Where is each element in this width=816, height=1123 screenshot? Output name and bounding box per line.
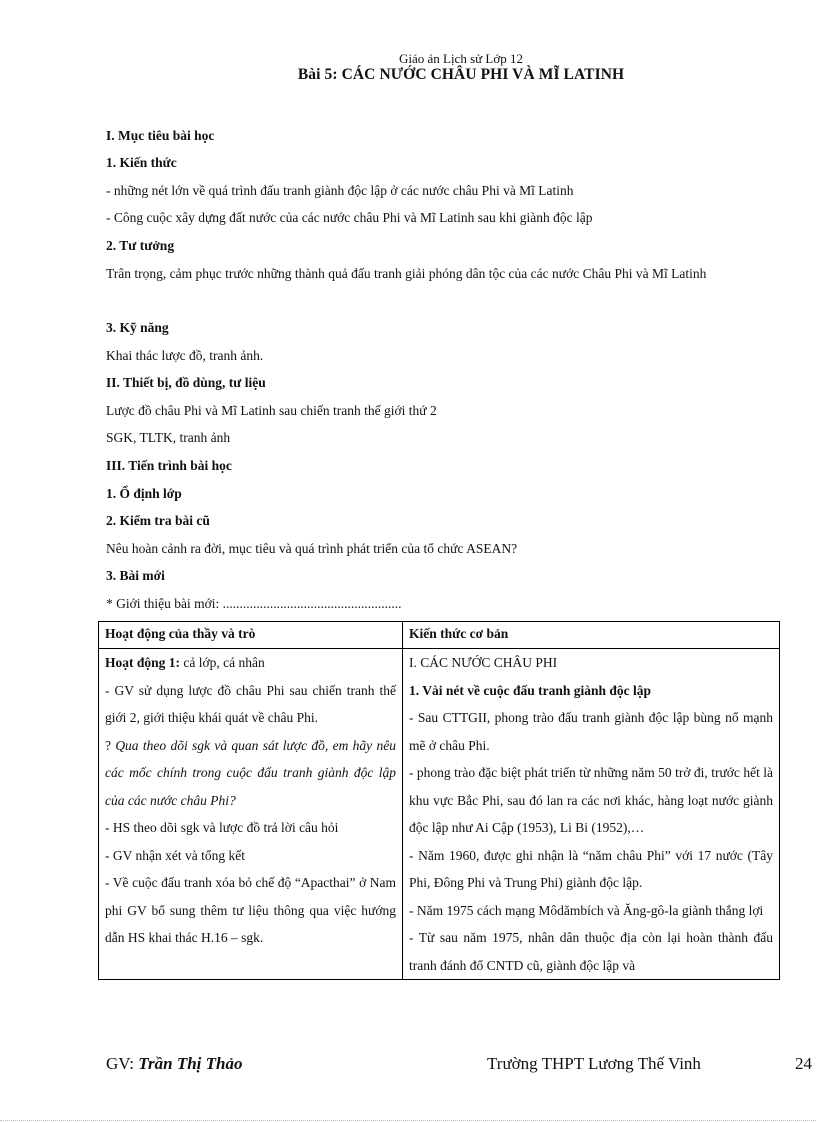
cell-paragraph: - Năm 1975 cách mạng Môdămbích và Ăng-gô-la giành thắng lợi: [409, 902, 764, 918]
table-header-cell: Hoạt động của thầy và trò: [99, 622, 403, 649]
cell-paragraph: - phong trào đặc biệt phát triển từ những năm 50 trở đi, trước hết là khu vực Bắc Phi, sau đó lan ra các nơi khác, hàng loạt nước giành độc lập như Ai Cập (1953), Li Bi (1952),…: [409, 765, 773, 835]
activity-label: Hoạt động 1:: [105, 655, 181, 670]
page-number: 24: [795, 1054, 812, 1073]
subsection-heading: 2. Kiểm tra bài cũ: [106, 513, 210, 528]
paragraph: Nêu hoàn cảnh ra đời, mục tiêu và quá trình phát triển của tổ chức ASEAN?: [106, 541, 518, 556]
subsection-heading: 1. Kiến thức: [106, 155, 177, 170]
footer-teacher: [106, 1054, 243, 1074]
question-text: Qua theo dõi sgk và quan sát lược đồ, em hãy nêu các mốc chính trong cuộc đấu tranh giành độc lập của các nước châu Phi?: [105, 737, 396, 808]
cell-heading: I. CÁC NƯỚC CHÂU PHI: [409, 655, 558, 670]
paragraph: - Công cuộc xây dựng đất nước của các nước châu Phi và Mĩ Latinh sau khi giành độc lập: [106, 210, 593, 225]
question-paragraph: [105, 732, 396, 815]
cell-subheading: 1. Vài nét về cuộc đấu tranh giành độc lập: [409, 682, 652, 698]
basic-knowledge-cell: [403, 649, 780, 980]
teacher-student-activity-cell: [99, 649, 403, 980]
document-subtitle: Giáo án Lịch sử Lớp 12: [398, 51, 524, 66]
subsection-heading: 1. Ổ định lớp: [106, 486, 182, 501]
section-heading: III. Tiến trình bài học: [106, 458, 232, 473]
cell-paragraph: - Năm 1960, được ghi nhận là “năm châu Phi” với 17 nước (Tây Phi, Đông Phi và Trung Phi) giành độc lập.: [409, 847, 773, 890]
paragraph: Khai thác lược đồ, tranh ảnh.: [106, 348, 264, 363]
paragraph: Lược đồ châu Phi và Mĩ Latinh sau chiến tranh thế giới thứ 2: [106, 403, 437, 418]
cell-paragraph: - GV nhận xét và tổng kết: [105, 847, 245, 863]
subsection-heading: 3. Kỹ năng: [106, 320, 169, 335]
cell-paragraph: - GV sử dụng lược đồ châu Phi sau chiến tranh thế giới 2, giới thiệu khái quát về châu Phi.: [105, 682, 396, 725]
activity-type: cả lớp, cá nhân: [180, 655, 265, 670]
footer-school: Trường THPT Lương Thế Vinh: [487, 1054, 701, 1073]
footer-teacher-label: GV:: [106, 1054, 139, 1073]
cell-paragraph: - Về cuộc đấu tranh xóa bỏ chế độ “Apacthai” ở Nam phi GV bổ sung thêm tư liệu thông qua việc hướng dẫn HS khai thác H.16 – sgk.: [105, 875, 396, 945]
section-heading: II. Thiết bị, đồ dùng, tư liệu: [106, 375, 266, 390]
document-title: Bài 5: CÁC NƯỚC CHÂU PHI VÀ MĨ LATINH: [297, 66, 625, 83]
table-row: [99, 649, 780, 980]
paragraph: Trân trọng, cảm phục trước những thành quả đấu tranh giải phóng dân tộc của các nước Châu Phi và Mĩ Latinh: [106, 266, 707, 281]
table-header-row: [99, 622, 780, 649]
cell-paragraph: - HS theo dõi sgk và lược đồ trả lời câu hỏi: [105, 820, 339, 835]
page-bottom-divider: [0, 1120, 816, 1121]
table-header-cell: Kiến thức cơ bản: [403, 622, 780, 649]
paragraph: SGK, TLTK, tranh ảnh: [106, 430, 231, 445]
lesson-table: [98, 621, 780, 980]
cell-paragraph: - Từ sau năm 1975, nhân dân thuộc địa còn lại hoàn thành đấu tranh đánh đổ CNTD cũ, giành độc lập và: [409, 930, 773, 973]
subsection-heading: 3. Bài mới: [106, 568, 165, 583]
question-mark: ?: [105, 737, 116, 753]
cell-paragraph: - Sau CTTGII, phong trào đấu tranh giành độc lập bùng nổ mạnh mẽ ở châu Phi.: [409, 710, 773, 753]
activity-line: [105, 649, 396, 677]
paragraph: - những nét lớn về quá trình đấu tranh giành độc lập ở các nước châu Phi và Mĩ Latinh: [106, 183, 574, 198]
footer-teacher-name: Trần Thị Thảo: [138, 1054, 243, 1073]
paragraph: * Giới thiệu bài mới: .....................................................: [106, 596, 402, 611]
section-heading: I. Mục tiêu bài học: [106, 128, 215, 143]
subsection-heading: 2. Tư tưởng: [106, 238, 175, 253]
